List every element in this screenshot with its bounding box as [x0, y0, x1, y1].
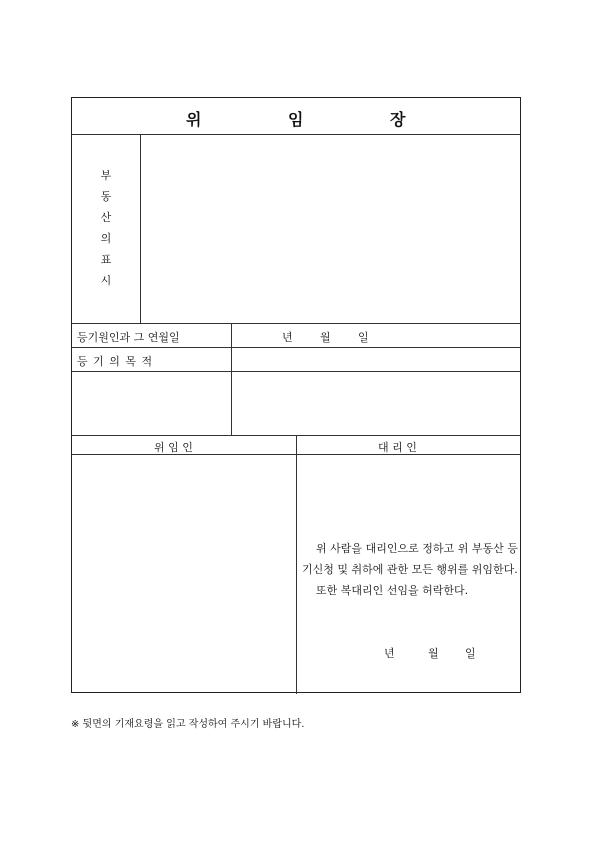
delegation-statement: [302, 538, 518, 601]
property-label-char: 시: [100, 274, 112, 287]
sign-date-day: 일: [465, 647, 476, 660]
title-char-1: 위: [186, 110, 202, 129]
property-label-char: 부: [100, 169, 112, 182]
agent-header: 대 리 인: [378, 441, 417, 454]
property-label-char: 산: [100, 211, 112, 224]
date-day-label: 일: [358, 331, 369, 344]
title-char-3: 장: [390, 110, 406, 129]
property-description-field[interactable]: [141, 135, 520, 322]
sign-date-month: 월: [428, 647, 439, 660]
statement-line-1: 위 사람을 대리인으로 정하고 위 부동산 등기신청 및 취하에 관한 모든 행위를 위임한다.: [302, 542, 518, 576]
delegator-field[interactable]: [72, 455, 295, 692]
power-of-attorney-form: [71, 97, 521, 693]
footnote: ※ 뒷면의 기재요령을 읽고 작성하여 주시기 바랍니다.: [71, 719, 305, 730]
divider: [72, 323, 520, 324]
date-year-label: 년: [282, 331, 293, 344]
registration-purpose-field[interactable]: [232, 348, 520, 370]
statement-line-2: 또한 복대리인 선임을 허락한다.: [316, 584, 469, 597]
extra-label-field[interactable]: [72, 372, 230, 434]
delegator-header: 위 임 인: [154, 441, 193, 454]
title-char-2: 임: [288, 110, 304, 129]
divider: [296, 435, 297, 694]
date-month-label: 월: [320, 331, 331, 344]
extra-value-field[interactable]: [232, 372, 520, 434]
registration-purpose-label: 등 기 의 목 적: [77, 355, 154, 368]
sign-date-year: 년: [384, 647, 395, 660]
form-title: [72, 98, 520, 134]
property-description-label: [72, 134, 140, 322]
registration-cause-label: 등기원인과 그 연월일: [77, 331, 180, 344]
property-label-char: 표: [100, 253, 112, 266]
property-label-char: 동: [100, 190, 112, 203]
property-label-char: 의: [100, 232, 112, 245]
